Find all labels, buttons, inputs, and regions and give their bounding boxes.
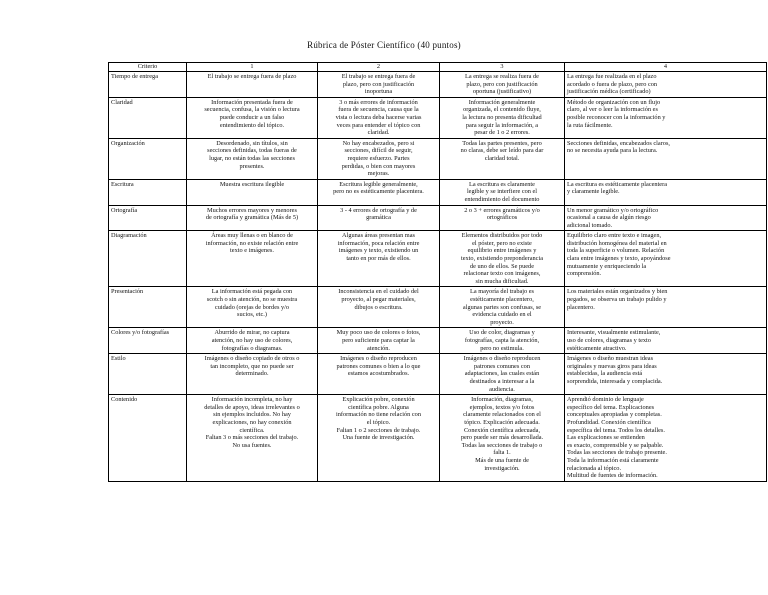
cell-text-line: secciones definidas, todas fueras de	[207, 147, 297, 155]
cell-text-line: fotografías, capta la atención,	[464, 337, 540, 344]
cell-text-line: falta 1.	[493, 449, 511, 457]
cell-text-line: Un menor gramático y/o ortográfico	[567, 206, 659, 214]
cell-text-line: La escritura es claramente	[469, 180, 535, 188]
criterion-cell: Organización	[109, 138, 187, 179]
score-2-cell	[318, 205, 440, 231]
cell-text-line: pero no es estéticamente placentera.	[333, 188, 424, 196]
document-title: Rúbrica de Póster Científico (40 puntos)	[307, 40, 461, 50]
score-2-cell	[318, 179, 440, 205]
cell-text-line: Equilibrio claro entre texto e imagen,	[567, 232, 662, 240]
cell-text-line: Secciones definidas, encabezados claros,	[567, 139, 670, 147]
cell-text-line: de uno de ellos. Se puede	[469, 262, 534, 270]
score-2-cell	[318, 138, 440, 179]
cell-text-line: tópico. Explicación adecuada.	[464, 418, 540, 426]
cell-text-line: patrones comunes con	[474, 362, 530, 370]
cell-text-line: Áreas muy llenas o en blanco de	[211, 232, 293, 240]
score-2-cell	[318, 287, 440, 328]
cell-text-line: Faltan 3 o más secciones del trabajo.	[205, 434, 299, 442]
cell-text-line: Imágenes o diseño reproducen	[340, 355, 417, 363]
cell-text-line: establecidas, la audiencia está	[567, 370, 643, 378]
score-2-cell	[318, 231, 440, 287]
cell-text-line: imágenes y texto, existiendo un	[338, 247, 419, 255]
cell-text-line: la ruta fácilmente.	[567, 121, 613, 129]
cell-text-line: claro, al ver o leer la información es	[567, 106, 658, 114]
cell-text-line: inoportuna	[364, 88, 393, 96]
rubric-row	[109, 395, 767, 482]
score-4-cell	[565, 97, 767, 138]
cell-text-line: Aprendió dominio de lenguaje	[567, 396, 644, 404]
cell-text-line: Profundidad. Conexión científica	[567, 418, 651, 426]
cell-text-line: detalles de apoyo, ideas irrelevantes o	[204, 403, 300, 411]
rubric-row	[109, 205, 767, 231]
cell-text-line: La escritura es estéticamente placentera	[567, 180, 667, 188]
criterion-cell: Diagramación	[109, 231, 187, 287]
cell-text-line: uso de colores, diagramas y texto	[567, 337, 651, 344]
score-1-cell	[187, 328, 318, 354]
cell-text-line: claramente relacionados con el	[463, 411, 541, 419]
cell-text-line: Escritura legible generalmente,	[339, 180, 418, 188]
cell-text-line: Muchos errores mayores y menores	[207, 206, 297, 214]
cell-text-line: Uso de color, diagramas y	[469, 329, 535, 337]
score-2-cell	[318, 354, 440, 395]
rubric-header	[109, 63, 767, 72]
cell-text-line: Toda la información está claramente	[567, 456, 659, 464]
cell-text-line: no claras, debe ser leído para dar	[460, 147, 544, 155]
cell-text-line: El trabajo se entrega fuera de	[341, 73, 416, 80]
cell-text-line: scotch o sin atención, no se muestra	[206, 296, 298, 304]
cell-text-line: placentero.	[567, 303, 595, 311]
cell-text-line: Elementos distribuidos por todo	[461, 232, 543, 240]
cell-text-line: La mayoría del trabajo es	[470, 288, 534, 296]
cell-text-line: específica del tema. Todos los detalles.	[567, 426, 665, 434]
cell-text-line: información, no existe relación entre	[205, 239, 299, 247]
cell-text-line: No hay encabezados, pero si	[342, 139, 415, 147]
cell-text-line: no se necesita ayuda para la lectura.	[567, 147, 658, 155]
cell-text-line: ocasional a causa de algún riesgo	[567, 214, 651, 222]
cell-text-line: Muy poco uso de colores o fotos,	[336, 329, 421, 337]
cell-text-line: organizada, el contenido fluye,	[463, 106, 541, 114]
cell-text-line: científica pobre. Alguna	[348, 403, 409, 411]
cell-text-line: de ortografía y gramática (Más de 5)	[205, 214, 299, 222]
score-1-cell	[187, 138, 318, 179]
cell-text-line: comprensión.	[567, 270, 602, 278]
rubric-row	[109, 287, 767, 328]
cell-text-line: oportuna (justificativo)	[472, 88, 532, 96]
cell-text-line: la lectura no presenta dificultad	[462, 113, 542, 121]
cell-text-line: Todas las secciones de trabajo presente.	[567, 449, 667, 457]
cell-text-line: mejoras.	[367, 170, 390, 178]
cell-text-line: proyecto, al pegar materiales,	[341, 296, 416, 304]
score-2-cell	[318, 72, 440, 98]
cell-text-line: adicional tomado.	[567, 221, 613, 229]
cell-text-line: puede conducir a un falso	[219, 113, 285, 121]
cell-text-line: gramática	[366, 214, 391, 222]
cell-text-line: ejemplos, textos y/o fotos	[469, 403, 535, 411]
rubric-row	[109, 97, 767, 138]
cell-text-line: claridad.	[367, 129, 390, 137]
score-1-cell	[187, 287, 318, 328]
cell-text-line: relacionar texto con imágenes,	[463, 270, 541, 278]
cell-text-line: Información incompleta, no hay	[211, 396, 293, 404]
criterion-cell: Colores y/o fotografías	[109, 328, 187, 354]
rubric-row	[109, 328, 767, 354]
header-score-1: 1	[187, 63, 318, 72]
score-1-cell	[187, 72, 318, 98]
cell-text-line: posible reconocer con la información y	[567, 113, 666, 121]
cell-text-line: el póster, pero no existe	[472, 239, 532, 247]
header-criterion: Criterio	[109, 63, 187, 72]
score-1-cell	[187, 354, 318, 395]
header-score-2: 2	[318, 63, 440, 72]
cell-text-line: investigación.	[484, 464, 520, 472]
cell-text-line: legible y se interfiere con el	[466, 188, 538, 196]
cell-text-line: Imágenes o diseño copiado de otros o	[204, 355, 300, 363]
cell-text-line: sorprendida, interesada y complacida.	[567, 377, 663, 385]
cell-text-line: plazo, pero con justificación	[466, 80, 538, 88]
rubric-body	[109, 72, 767, 482]
score-3-cell	[440, 97, 565, 138]
score-3-cell	[440, 231, 565, 287]
cell-text-line: Inconsistencia en el cuidado del	[338, 288, 419, 296]
cell-text-line: No usa fuentes.	[232, 441, 272, 449]
cell-text-line: 3 - 4 errores de ortografía y de	[340, 206, 417, 214]
score-2-cell	[318, 395, 440, 482]
score-4-cell	[565, 287, 767, 328]
criterion-cell: Ortografía	[109, 205, 187, 231]
criterion-cell: Claridad	[109, 97, 187, 138]
score-1-cell	[187, 231, 318, 287]
cell-text-line: evidencia cuidado en el	[472, 311, 532, 319]
rubric-table	[108, 62, 767, 482]
cell-text-line: Interesante, visualmente estimulante,	[567, 329, 661, 337]
rubric-row	[109, 138, 767, 179]
cell-text-line: texto, existiendo preponderancia	[460, 255, 543, 263]
cell-text-line: algunas partes son confusas, se	[462, 303, 542, 311]
cell-text-line: información no tiene relación con	[336, 411, 421, 419]
score-3-cell	[440, 138, 565, 179]
score-3-cell	[440, 72, 565, 98]
cell-text-line: La entrega fue realizada en el plazo	[567, 73, 657, 80]
cell-text-line: veces para entender el tópico con	[336, 121, 421, 129]
cell-text-line: Faltan 1 o 2 secciones de trabajo.	[336, 426, 421, 434]
cell-text-line: Multitud de fuentes de información.	[567, 472, 658, 480]
cell-text-line: Imágenes o diseño muestran ideas	[567, 355, 654, 363]
cell-text-line: fotografías o diagramas.	[221, 344, 283, 352]
cell-text-line: estamos acostumbrados.	[347, 370, 410, 378]
cell-text-line: pero no estimula.	[480, 344, 524, 352]
cell-text-line: Más de una fuente de	[475, 456, 529, 464]
cell-text-line: Imágenes o diseño reproducen	[463, 355, 541, 363]
cell-text-line: adaptaciones, las cuales están	[464, 370, 540, 378]
cell-text-line: 2 o 3 + errores gramáticos y/o	[464, 206, 540, 214]
cell-text-line: audiencia.	[489, 385, 515, 393]
cell-text-line: Todas las secciones de trabajo o	[461, 441, 543, 449]
score-3-cell	[440, 354, 565, 395]
cell-text-line: es exacto, comprensible y se palpable.	[567, 441, 664, 449]
score-2-cell	[318, 328, 440, 354]
score-4-cell	[565, 395, 767, 482]
cell-text-line: conceptuales apropiadas y completas.	[567, 411, 662, 419]
cell-text-line: plazo, pero con justificación	[342, 80, 415, 88]
rubric-row	[109, 231, 767, 287]
cell-text-line: Aburrido de mirar, no captura	[214, 329, 290, 337]
score-2-cell	[318, 97, 440, 138]
score-4-cell	[565, 231, 767, 287]
cell-text-line: relacionada al tópico.	[567, 464, 622, 472]
cell-text-line: Método de organización con un flujo	[567, 98, 661, 106]
cell-text-line: 3 o más errores de información	[339, 98, 418, 106]
cell-text-line: estéticamente placentero,	[470, 296, 534, 304]
cell-text-line: clara entre imágenes y texto, apoyándose	[567, 255, 671, 263]
cell-text-line: texto e imágenes.	[230, 247, 274, 255]
cell-text-line: mutuamente y enriqueciendo la	[567, 262, 647, 270]
cell-text-line: determinado.	[235, 370, 269, 378]
cell-text-line: lugar, no están todas las secciones	[209, 154, 295, 162]
cell-text-line: ortográficos	[486, 214, 518, 222]
cell-text-line: equilibrio entre imágenes y	[467, 247, 537, 255]
cell-text-line: justificación médica (certificado)	[567, 88, 651, 96]
cell-text-line: destinados a interesar a la	[469, 377, 535, 385]
cell-text-line: sin ejemplos incluidos. No hay	[213, 411, 291, 419]
cell-text-line: explicaciones, no hay conexión	[212, 418, 292, 426]
cell-text-line: atención, no hay uso de colores,	[211, 337, 293, 344]
score-4-cell	[565, 72, 767, 98]
rubric-row	[109, 354, 767, 395]
cell-text-line: toda la superficie o volumen. Relación	[567, 247, 665, 255]
cell-text-line: atención.	[367, 344, 390, 352]
header-row	[109, 63, 767, 72]
rubric-row	[109, 72, 767, 98]
cell-text-line: vista o lectura deba hacerse varias	[335, 113, 422, 121]
header-score-4: 4	[565, 63, 767, 72]
cell-text-line: información, poca relación entre	[337, 239, 420, 247]
cell-text-line: Muestra escritura ilegible	[219, 180, 285, 188]
cell-text-line: pegados, se observa un trabajo pulido y	[567, 296, 667, 304]
score-1-cell	[187, 395, 318, 482]
cell-text-line: proyecto.	[490, 318, 514, 326]
cell-text-line: claridad total.	[484, 154, 520, 162]
score-3-cell	[440, 205, 565, 231]
cell-text-line: estéticamente atractivo.	[567, 344, 627, 352]
score-4-cell	[565, 328, 767, 354]
criterion-cell: Presentación	[109, 287, 187, 328]
score-4-cell	[565, 205, 767, 231]
cell-text-line: tanto en por más de ellos.	[346, 255, 411, 263]
cell-text-line: Información, diagramas,	[471, 396, 533, 404]
cell-text-line: requiere esfuerzo. Partes	[347, 154, 410, 162]
cell-text-line: Una fuente de investigación.	[342, 434, 415, 442]
header-score-3: 3	[440, 63, 565, 72]
cell-text-line: presentes.	[239, 162, 265, 170]
cell-text-line: fuera de secuencia, causa que la	[338, 106, 419, 114]
cell-text-line: entendimiento del documento	[464, 195, 540, 203]
score-3-cell	[440, 287, 565, 328]
rubric-row	[109, 179, 767, 205]
cell-text-line: Los materiales están organizados y bien	[567, 288, 668, 296]
cell-text-line: y claramente legible.	[567, 188, 620, 196]
cell-text-line: pesar de 1 o 2 errores.	[474, 129, 530, 137]
criterion-cell: Contenido	[109, 395, 187, 482]
cell-text-line: Las explicaciones se entienden	[567, 434, 645, 442]
cell-text-line: Algunas áreas presentan mas	[342, 232, 415, 240]
cell-text-line: dibujos o escritura.	[354, 303, 403, 311]
cell-text-line: el tópico.	[366, 418, 391, 426]
cell-text-line: originales y nuevas giros para ideas	[567, 362, 657, 370]
score-1-cell	[187, 205, 318, 231]
criterion-cell: Tiempo de entrega	[109, 72, 187, 98]
cell-text-line: La entrega se realiza fuera de	[465, 73, 539, 80]
cell-text-line: específico del tema. Explicaciones	[567, 403, 655, 411]
cell-text-line: secuencia, confusa, la visión o lectura	[204, 106, 300, 114]
cell-text-line: Información generalmente	[468, 98, 536, 106]
cell-text-line: sucios, etc.)	[237, 311, 267, 319]
cell-text-line: pero suficiente para captar la	[342, 337, 415, 344]
score-1-cell	[187, 97, 318, 138]
cell-text-line: patrones comunes o bien a lo que	[336, 362, 421, 370]
score-3-cell	[440, 395, 565, 482]
cell-text-line: distribución homogénea del material en	[567, 239, 667, 247]
score-3-cell	[440, 328, 565, 354]
score-4-cell	[565, 138, 767, 179]
cell-text-line: acordado o fuera de plazo, pero con	[567, 80, 658, 88]
cell-text-line: científica.	[239, 426, 265, 434]
criterion-cell: Escritura	[109, 179, 187, 205]
cell-text-line: pero puede ser más desarrollada.	[460, 434, 544, 442]
score-3-cell	[440, 179, 565, 205]
score-4-cell	[565, 354, 767, 395]
score-1-cell	[187, 179, 318, 205]
cell-text-line: sin mucha dificultad.	[475, 277, 529, 285]
cell-text-line: perdidas, o bien con mayores	[341, 162, 416, 170]
cell-text-line: entendimiento del tópico.	[219, 121, 285, 129]
cell-text-line: tan incompleto, que no puede ser	[210, 362, 294, 370]
cell-text-line: El trabajo se entrega fuera de plazo	[207, 73, 297, 80]
cell-text-line: Todas las partes presentes, pero	[462, 139, 542, 147]
score-4-cell	[565, 179, 767, 205]
cell-text-line: secciones, difícil de seguir,	[344, 147, 413, 155]
cell-text-line: La información está pegada con	[211, 288, 293, 296]
cell-text-line: cuidado (orejas de bordes y/o	[214, 303, 290, 311]
cell-text-line: Información presentada fuera de	[211, 98, 293, 106]
cell-text-line: para seguir la información, a	[465, 121, 539, 129]
cell-text-line: Conexión científica adecuada,	[463, 426, 541, 434]
cell-text-line: Desordenado, sin títulos, sin	[216, 139, 288, 147]
criterion-cell: Estilo	[109, 354, 187, 395]
cell-text-line: Explicación pobre, conexión	[342, 396, 415, 404]
